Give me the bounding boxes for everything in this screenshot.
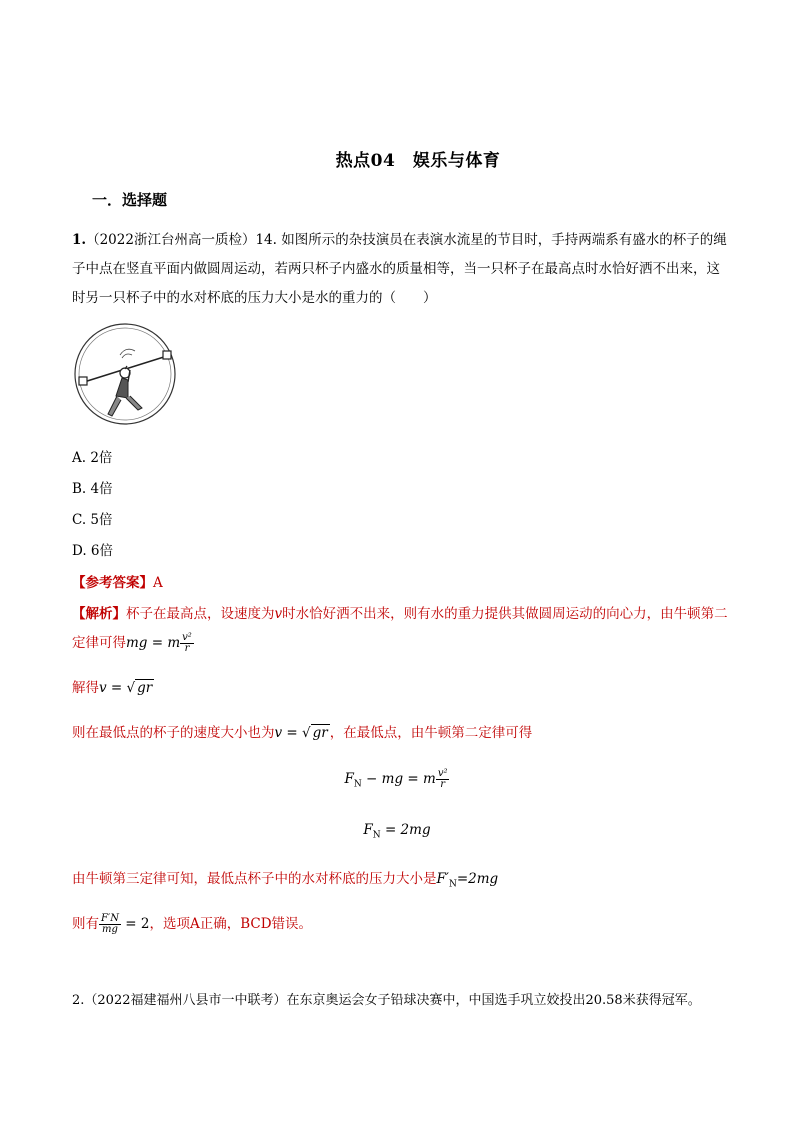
option-a[interactable]: A. 2倍 [72,450,113,466]
question-2-stem: 2.（2022福建福州八县市一中联考）在东京奥运会女子铅球决赛中，中国选手巩立姣投出20.58米获得冠军。 [72,993,701,1008]
equation-3: $F_N = 2mg$ [363,822,431,841]
question-source: （2022浙江台州高一质检） [86,232,256,248]
page-title: 热点04 娱乐与体育 [335,151,501,171]
question-1-stem [72,226,732,313]
option-d[interactable]: D. 6倍 [72,543,114,559]
low-point-line: 则在最低点的杯子的速度大小也为v = √ gr ，在最低点，由牛顿第二定律可得 [72,725,533,741]
third-law-line: 由牛顿第三定律可知，最低点杯子中的水对杯底的压力大小是$F'_N=2mg$ [72,871,499,890]
answer-tag: 【参考答案】 [72,575,153,591]
equation-1: mg = m $\frac{\text{v²}}{r}$ [126,632,192,654]
analysis-tag: 【解析】 [72,606,126,622]
acrobat-figure [70,322,180,432]
section-heading: 一．选择题 [92,191,168,209]
equation-2: $F_N$ − mg = m $\frac{\text{v²}}{r}$ [344,768,448,790]
conclusion-line: 则有 $\frac{F'N}{mg}$ = 2，选项A正确，BCD错误。 [72,913,313,935]
question-text: 14. 如图所示的杂技演员在表演水流星的节目时，手持两端系有盛水的杯子的绳子中点在竖直平面内做圆周运动，若两只杯子内盛水的质量相等，当一只杯子在最高点时水恰好洒不出来，这时另一只杯子中的水对杯底的压力大小是水的重力的（ ） [72,232,727,306]
option-c[interactable]: C. 5倍 [72,512,113,528]
analysis-paragraph: 【解析】杯子在最高点，设速度为v时水恰好洒不出来，则有水的重力提供其做圆周运动的向心力，由牛顿第二定律可得mg = m $\frac{\text{v²}}{r}$ [72,606,728,654]
reference-answer [72,571,163,591]
equation-v: v = √ gr [99,680,153,696]
option-b[interactable]: B. 4倍 [72,481,113,497]
solve-line: 解得v = √ gr [72,680,153,696]
question-number: 1. [72,232,87,248]
answer-value: A [153,575,163,591]
